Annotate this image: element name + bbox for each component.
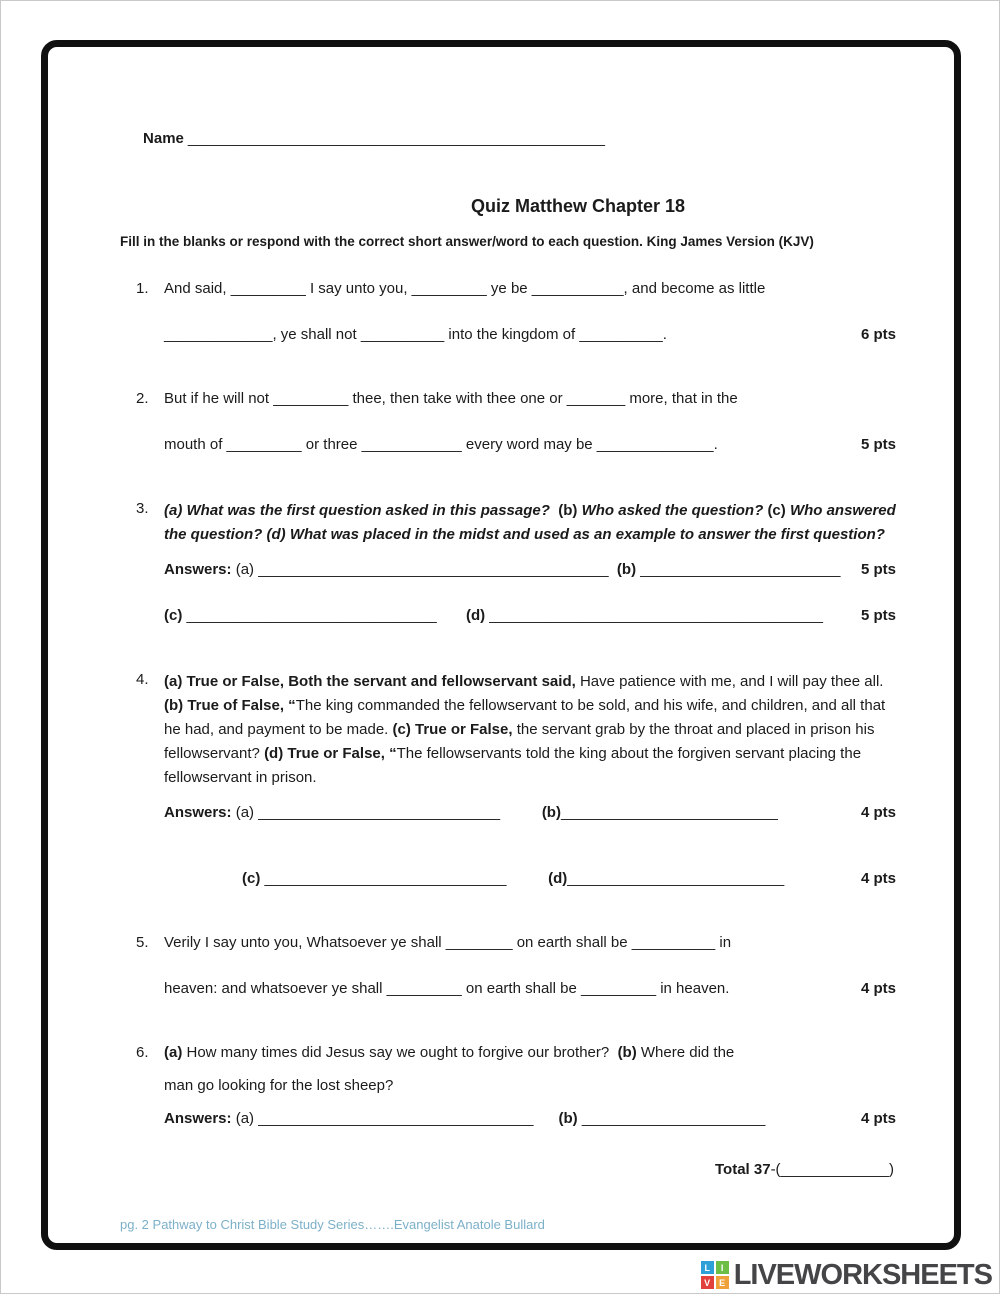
- question-body: [164, 933, 896, 1025]
- text-segment: (b): [617, 1044, 637, 1061]
- question-line-with-points: [164, 560, 896, 580]
- question-paragraph: [164, 670, 896, 790]
- question-text: [164, 979, 851, 999]
- question-line-with-points: [164, 803, 896, 823]
- text-segment: How many times did Jesus say we ought to forgive our brother?: [182, 1044, 618, 1061]
- points-label: 4 pts: [860, 804, 896, 821]
- text-segment: (c): [242, 870, 265, 887]
- question-line-with-points: [164, 979, 896, 999]
- points-label: 5 pts: [860, 607, 896, 624]
- question-3: [110, 499, 900, 652]
- total-row: [110, 1160, 896, 1180]
- question-4: [110, 670, 896, 915]
- question-text: [164, 325, 851, 345]
- text-segment: _____________________________: [264, 870, 549, 887]
- liveworksheets-logo[interactable]: [701, 1260, 992, 1290]
- question-number: 5.: [136, 934, 149, 951]
- question-body: [164, 389, 896, 481]
- logo-square-l: L: [701, 1261, 714, 1274]
- logo-square-v: V: [701, 1276, 714, 1289]
- text-segment: Verily I say unto you, Whatsoever ye shall ________ on earth shall be __________ in: [164, 934, 732, 951]
- question-line-with-points: [164, 606, 896, 626]
- footer-text: pg. 2 Pathway to Christ Bible Study Series…….Evangelist Anatole Bullard: [120, 1217, 545, 1232]
- text-segment: The fellowservants told the king about the forgiven servant placing the fellowservant in prison.: [164, 745, 866, 786]
- text-segment: ______________________________: [186, 607, 466, 624]
- text-segment: (b): [558, 1110, 582, 1127]
- question-text: [164, 1109, 851, 1129]
- text-segment: (d) True or False, “: [264, 745, 397, 762]
- text-segment: ________________________: [640, 561, 841, 578]
- question-body: [164, 499, 900, 652]
- text-segment: (c): [164, 607, 187, 624]
- question-line: [164, 279, 896, 299]
- question-number: 2.: [136, 390, 149, 407]
- text-segment: (a) _____________________________: [235, 804, 542, 821]
- text-segment: Where did the: [636, 1044, 735, 1061]
- text-segment: ________________________________________: [489, 607, 823, 624]
- question-body: [164, 670, 896, 915]
- question-text: [164, 435, 851, 455]
- name-label: Name: [143, 130, 184, 147]
- text-segment: (b) True of False, “: [164, 697, 296, 714]
- liveworksheets-grid-icon: [701, 1261, 729, 1289]
- logo-square-e: E: [716, 1276, 729, 1289]
- name-row: [110, 109, 896, 169]
- page-title: Quiz Matthew Chapter 18: [470, 196, 686, 216]
- question-line: [164, 389, 896, 409]
- text-segment: ______________________: [581, 1110, 766, 1127]
- question-line-with-points: [164, 1109, 896, 1129]
- question-line-with-points: [164, 869, 896, 889]
- text-segment: (a) __________________________________________: [235, 561, 617, 578]
- text-segment: (c): [767, 502, 790, 519]
- total-blank: -(_____________): [770, 1161, 894, 1178]
- question-number: 6.: [136, 1044, 149, 1061]
- text-segment: The king commanded the fellowservant to be sold, and his wife, and children, and all that he had, and payment to be made.: [164, 697, 890, 738]
- text-segment: Who answered the question? (d) What was placed in the midst and used as an example to answer the first question?: [164, 502, 900, 543]
- question-number: 4.: [136, 671, 149, 688]
- text-segment: But if he will not _________ thee, then take with thee one or _______ more, that in the: [164, 390, 738, 407]
- text-segment: _____________, ye shall not __________ into the kingdom of __________.: [164, 326, 667, 343]
- text-segment: mouth of _________ or three ____________ every word may be ______________.: [164, 436, 718, 453]
- points-label: 5 pts: [860, 436, 896, 453]
- question-body: [164, 1043, 896, 1142]
- page-border: [41, 40, 961, 1250]
- logo-square-i: I: [716, 1261, 729, 1274]
- text-segment: man go looking for the lost sheep?: [164, 1077, 394, 1094]
- text-segment: heaven: and whatsoever ye shall _________ on earth shall be _________ in heaven.: [164, 980, 730, 997]
- text-segment: Have patience with me, and I will pay thee all.: [579, 673, 888, 690]
- question-text: [164, 933, 896, 953]
- question-line: [164, 1076, 896, 1096]
- points-label: 4 pts: [860, 980, 896, 997]
- question-text: [164, 803, 851, 823]
- question-text: [164, 389, 896, 409]
- text-segment: (b): [541, 804, 561, 821]
- points-label: 4 pts: [860, 870, 896, 887]
- text-segment: Answers:: [164, 1110, 236, 1127]
- text-segment: (c) True or False,: [392, 721, 517, 738]
- text-segment: (a) True or False, Both the servant and fellowservant said,: [164, 673, 580, 690]
- worksheet-content: [48, 47, 954, 1243]
- instructions-text: Fill in the blanks or respond with the correct short answer/word to each question. King James Version (KJV): [120, 234, 814, 249]
- liveworksheets-logo-text: LIVEWORKSHEETS: [733, 1259, 992, 1291]
- name-blank-line: __________________________________________________: [187, 130, 605, 147]
- total-label: Total 37: [714, 1161, 771, 1178]
- text-segment: the servant grab by the throat and placed in prison his fellowservant?: [164, 721, 879, 762]
- questions-list: [110, 279, 900, 1142]
- text-segment: __________________________: [560, 804, 778, 821]
- text-segment: (a) What was the first question asked in this passage?: [164, 502, 559, 519]
- question-text: [164, 560, 851, 580]
- question-5: [110, 933, 896, 1025]
- text-segment: (b): [558, 502, 582, 519]
- text-segment: Who asked the question?: [581, 502, 768, 519]
- question-1: [110, 279, 896, 371]
- text-segment: (b): [616, 561, 641, 578]
- question-body: [164, 279, 896, 371]
- question-line: [164, 1043, 896, 1063]
- question-text: [242, 869, 851, 889]
- question-number: 1.: [136, 280, 149, 297]
- question-number: 3.: [136, 500, 149, 517]
- text-segment: (d): [465, 607, 490, 624]
- question-6: [110, 1043, 896, 1142]
- question-paragraph: [164, 499, 900, 547]
- text-segment: And said, _________ I say unto you, _________ ye be ___________, and become as little: [164, 280, 766, 297]
- text-segment: __________________________: [567, 870, 785, 887]
- points-label: 4 pts: [860, 1110, 896, 1127]
- text-segment: Answers:: [164, 561, 236, 578]
- question-line: [164, 933, 896, 953]
- question-2: [110, 389, 896, 481]
- question-line-with-points: [164, 435, 896, 455]
- question-text: [164, 1043, 896, 1063]
- question-text: [164, 279, 896, 299]
- text-segment: (a) _________________________________: [235, 1110, 559, 1127]
- text-segment: (d): [548, 870, 568, 887]
- text-segment: (a): [164, 1044, 183, 1061]
- text-segment: Answers:: [164, 804, 236, 821]
- points-label: 6 pts: [860, 326, 896, 343]
- question-line-with-points: [164, 325, 896, 345]
- question-text: [164, 606, 851, 626]
- question-text: [164, 1076, 896, 1096]
- points-label: 5 pts: [860, 561, 896, 578]
